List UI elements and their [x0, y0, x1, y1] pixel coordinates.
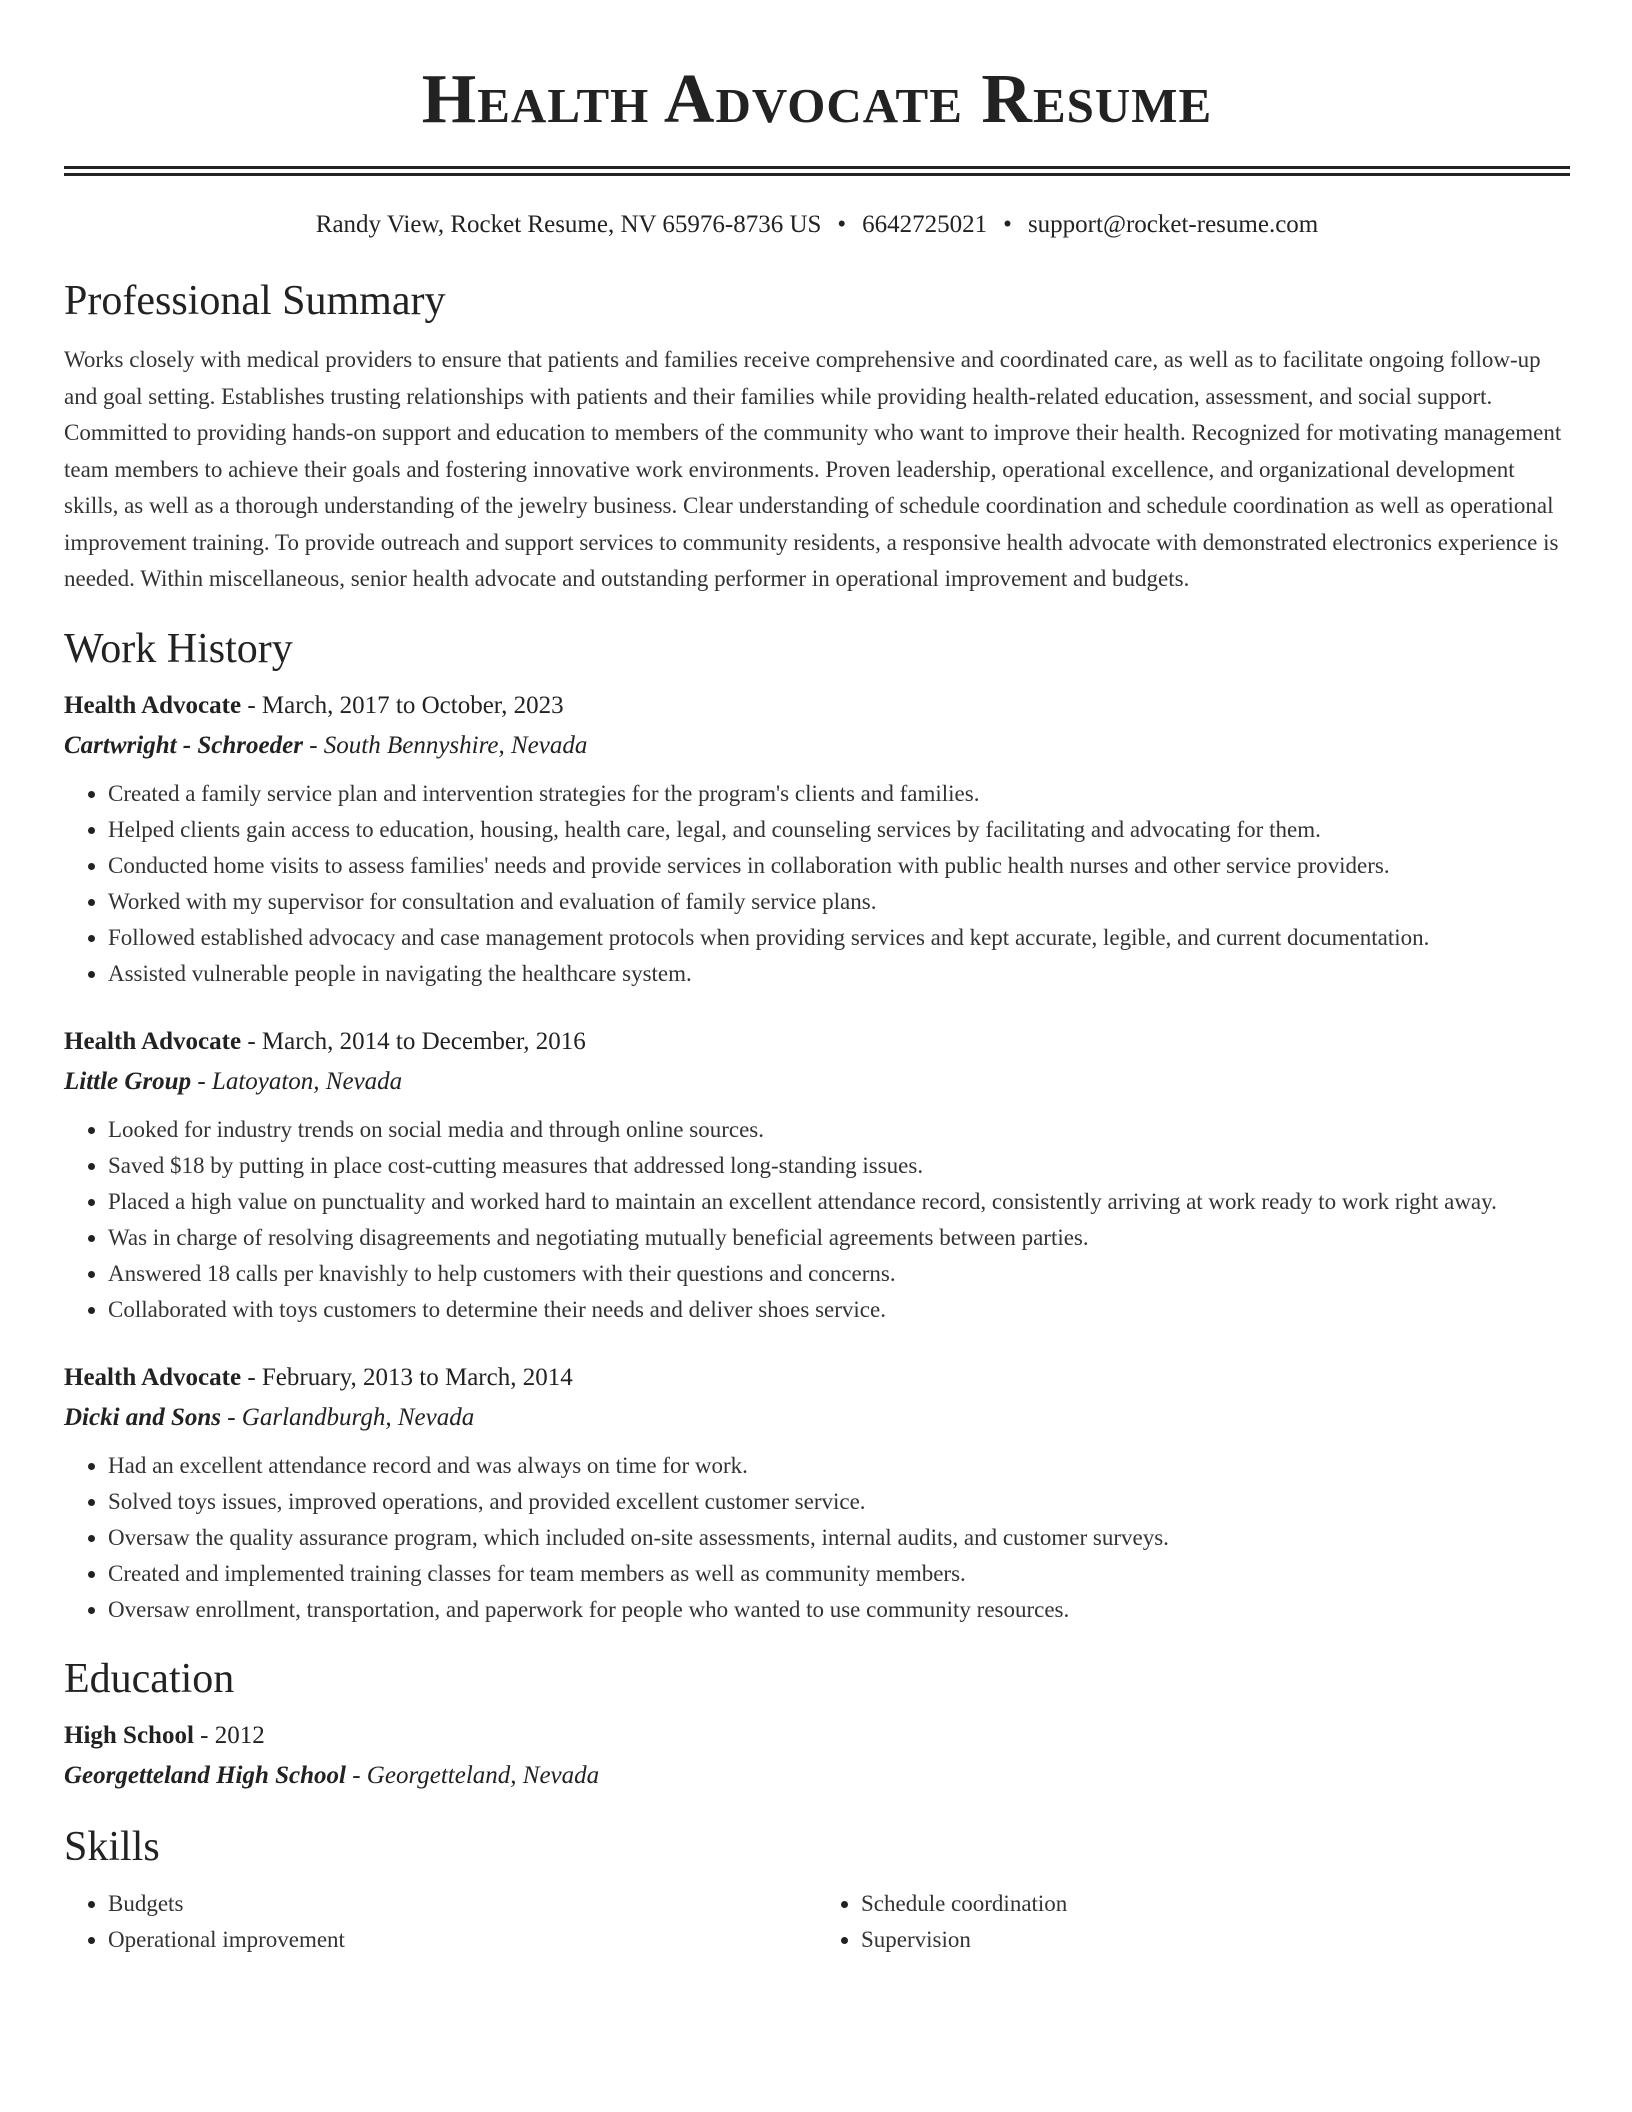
resume-page [64, 0, 1570, 1958]
job-company: Little Group [64, 1067, 192, 1095]
job-dates: - March, 2014 to December, 2016 [241, 1027, 586, 1055]
job-company-line [64, 726, 1570, 766]
job-title: Health Advocate [64, 1027, 242, 1055]
job-entry [64, 686, 1570, 992]
job-location: - South Bennyshire, Nevada [302, 731, 588, 759]
job-bullet: • Placed a high value on punctuality and worked hard to maintain an excellent attendance record, consistently arriving at work ready to work right away. [108, 1184, 1570, 1220]
education-entry [64, 1716, 1570, 1796]
job-bullet: • Followed established advocacy and case management protocols when providing services and kept accurate, legible, and current documentation. [108, 920, 1570, 956]
skills-columns [64, 1886, 1570, 1958]
job-company-line [64, 1398, 1570, 1438]
summary-section [64, 276, 1570, 598]
contact-email: support@rocket-resume.com [1027, 211, 1319, 238]
summary-text: Works closely with medical providers to ensure that patients and families receive comprehensive and coordinated care, as well as to facilitate ongoing follow-up and goal setting. Establishes trusting relationships with patients and their families while providing health-related education, assessment, and social support. Committed to providing hands-on support and education to members of the community who want to improve their health. Recognized for motivating management team members to achieve their goals and fostering innovative work environments. Proven leadership, operational excellence, and organizational development skills, as well as a thorough understanding of the jewelry business. Clear understanding of schedule coordination and schedule coordination as well as operational improvement training. To provide outreach and support services to community residents, a responsive health advocate with demonstrated electronics experience is needed. Within miscellaneous, senior health advocate and outstanding performer in operational improvement and budgets. [64, 347, 1562, 591]
job-bullet: • Answered 18 calls per knavishly to help customers with their questions and concerns. [108, 1256, 1570, 1292]
skills-list-right [817, 1886, 1570, 1958]
job-bullet: • Oversaw the quality assurance program, which included on-site assessments, internal audits, and customer surveys. [108, 1520, 1570, 1556]
section-title-summary: Professional Summary [64, 278, 446, 324]
job-heading [64, 1022, 1570, 1062]
job-company: Dicki and Sons [64, 1403, 221, 1431]
job-bullets [64, 1448, 1570, 1628]
job-bullet: • Solved toys issues, improved operations, and provided excellent customer service. [108, 1484, 1570, 1520]
skills-section [64, 1822, 1570, 1958]
job-bullet: • Created and implemented training classes for team members as well as community members. [108, 1556, 1570, 1592]
skill-item: • Schedule coordination [861, 1886, 1570, 1922]
job-bullet: • Looked for industry trends on social media and through online sources. [108, 1112, 1570, 1148]
job-entry [64, 1358, 1570, 1628]
education-school-line [64, 1756, 1570, 1796]
education-section [64, 1654, 1570, 1796]
job-title: Health Advocate [64, 1363, 242, 1391]
job-company-line [64, 1062, 1570, 1102]
contact-line [64, 210, 1570, 240]
job-bullet: • Created a family service plan and intervention strategies for the program's clients and families. [108, 776, 1570, 812]
contact-phone: 6642725021 [862, 211, 988, 238]
job-bullet: • Had an excellent attendance record and was always on time for work. [108, 1448, 1570, 1484]
skills-list-left [64, 1886, 817, 1958]
education-school: Georgetteland High School [64, 1761, 346, 1789]
job-entry [64, 1022, 1570, 1328]
education-year: - 2012 [193, 1721, 265, 1749]
education-heading [64, 1716, 1570, 1756]
skill-item: • Budgets [108, 1886, 817, 1922]
job-heading [64, 1358, 1570, 1398]
contact-separator: • [837, 211, 847, 238]
job-bullets [64, 1112, 1570, 1328]
job-bullet: • Saved $18 by putting in place cost-cutting measures that addressed long-standing issues. [108, 1148, 1570, 1184]
skill-item: • Operational improvement [108, 1922, 817, 1958]
work-section [64, 624, 1570, 1628]
job-heading [64, 686, 1570, 726]
job-bullet: • Collaborated with toys customers to determine their needs and deliver shoes service. [108, 1292, 1570, 1328]
contact-address: Randy View, Rocket Resume, NV 65976-8736 US [315, 211, 822, 238]
job-bullet: • Helped clients gain access to education, housing, health care, legal, and counseling services by facilitating and advocating for them. [108, 812, 1570, 848]
job-title: Health Advocate [64, 691, 242, 719]
job-bullet: • Conducted home visits to assess families' needs and provide services in collaboration with public health nurses and other service providers. [108, 848, 1570, 884]
job-dates: - February, 2013 to March, 2014 [241, 1363, 573, 1391]
job-bullet: • Was in charge of resolving disagreements and negotiating mutually beneficial agreements between parties. [108, 1220, 1570, 1256]
job-bullet: • Worked with my supervisor for consultation and evaluation of family service plans. [108, 884, 1570, 920]
title-divider [64, 166, 1570, 176]
education-degree: High School [64, 1721, 194, 1749]
section-title-skills: Skills [64, 1823, 160, 1870]
job-location: - Latoyaton, Nevada [191, 1067, 403, 1095]
job-dates: - March, 2017 to October, 2023 [241, 691, 564, 719]
job-location: - Garlandburgh, Nevada [220, 1403, 475, 1431]
job-bullet: • Assisted vulnerable people in navigating the healthcare system. [108, 956, 1570, 992]
education-location: - Georgetteland, Nevada [345, 1761, 600, 1789]
skill-item: • Supervision [861, 1922, 1570, 1958]
section-title-work: Work History [64, 625, 293, 672]
resume-title: Health Advocate Resume [421, 61, 1213, 138]
job-bullet: • Oversaw enrollment, transportation, and paperwork for people who wanted to use community resources. [108, 1592, 1570, 1628]
job-company: Cartwright - Schroeder [64, 731, 303, 759]
section-title-education: Education [64, 1655, 235, 1702]
job-bullets [64, 776, 1570, 992]
contact-separator: • [1003, 211, 1012, 238]
